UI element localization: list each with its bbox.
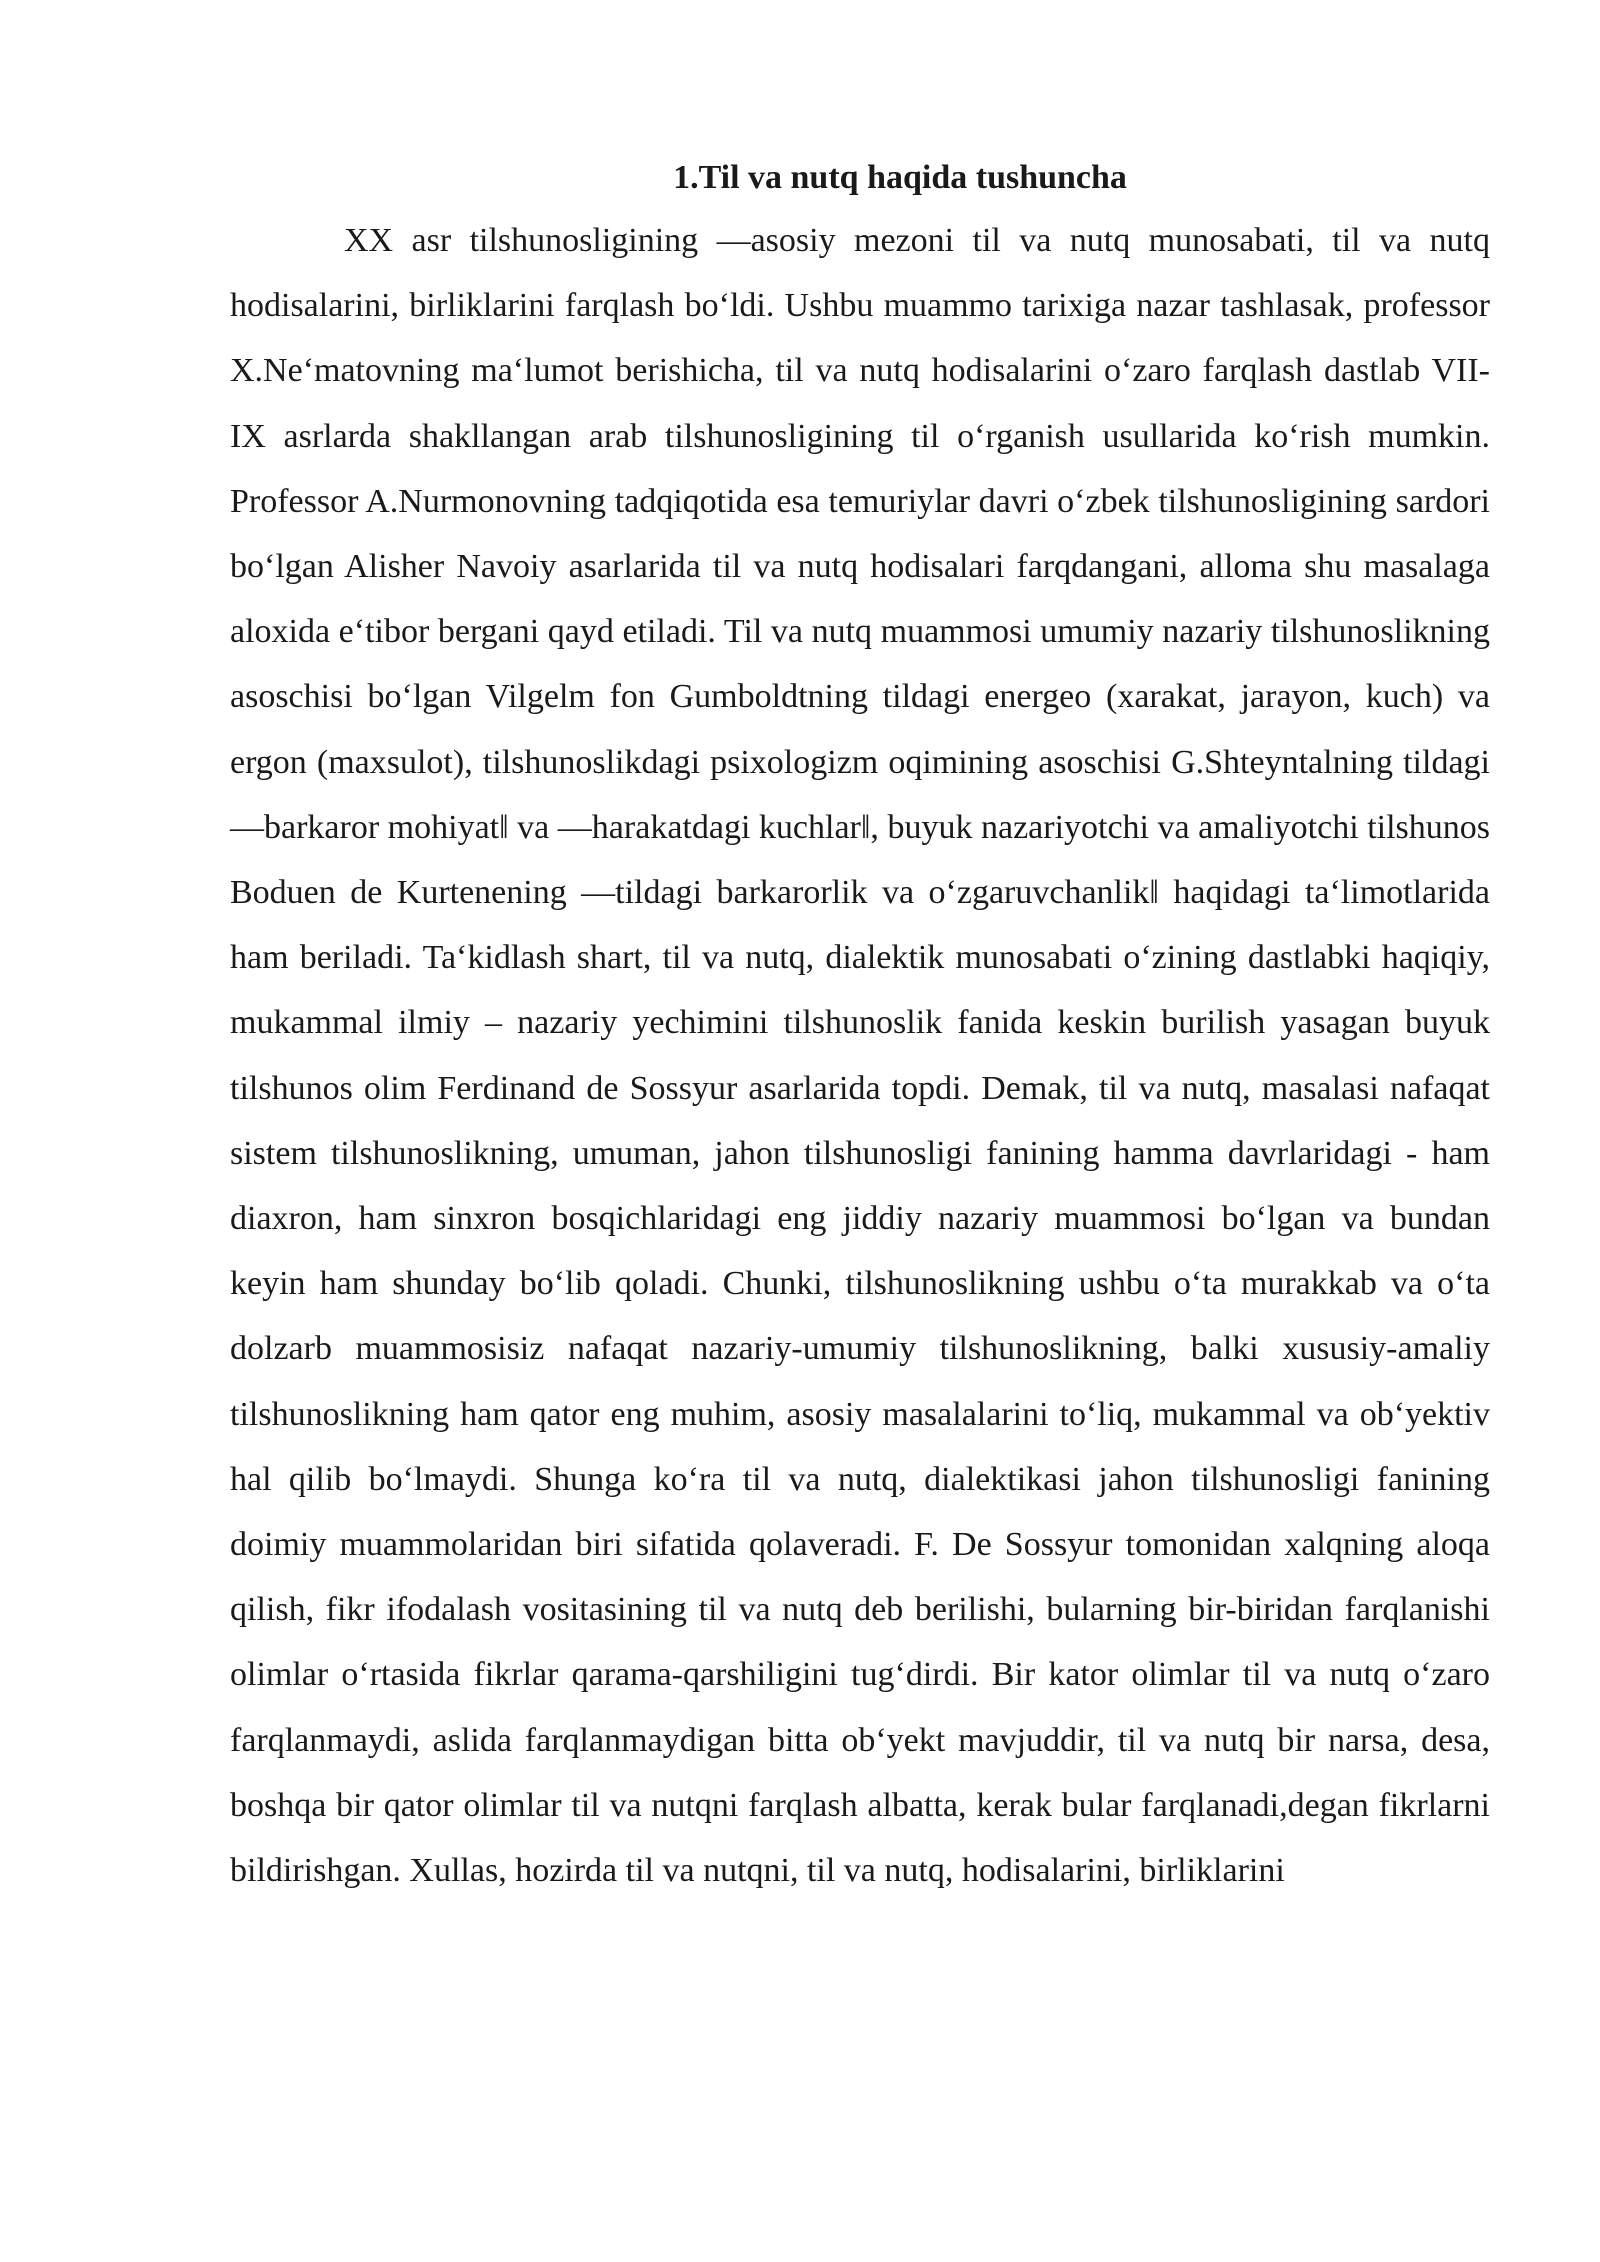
body-paragraph: XX asr tilshunosligining ―asosiy mezoni til va nutq munosabati, til va nutq hodisalarini, birliklarini farqlash bo‘ldi. Ushbu muammo tarixiga nazar tashlasak, professor X.Ne‘matovning ma‘lumot berishicha, til va nutq hodisalarini o‘zaro farqlash dastlab VII-IX asrlarda shakllangan arab tilshunosligining til o‘rganish usullarida ko‘rish mumkin. Professor A.Nurmonovning tadqiqotida esa temuriylar davri o‘zbek tilshunosligining sardori bo‘lgan Alisher Navoiy asarlarida til va nutq hodisalari farqdangani, alloma shu masalaga aloxida e‘tibor bergani qayd etiladi. Til va nutq muammosi umumiy nazariy tilshunoslikning asoschisi bo‘lgan Vilgelm fon Gumboldtning tildagi energeo (xarakat, jarayon, kuch) va ergon (maxsulot), tilshunoslikdagi psixologizm oqimining asoschisi G.Shteyntalning tildagi ―barkaror mohiyat‖ va ―harakatdagi kuchlar‖, buyuk nazariyotchi va amaliyotchi tilshunos Boduen de Kurtenening ―tildagi barkarorlik va o‘zgaruvchanlik‖ haqidagi ta‘limotlarida ham beriladi. Ta‘kidlash shart, til va nutq, dialektik munosabati o‘zining dastlabki haqiqiy, mukammal ilmiy – nazariy yechimini tilshunoslik fanida keskin burilish yasagan buyuk tilshunos olim Ferdinand de Sossyur asarlarida topdi. Demak, til va nutq, masalasi nafaqat sistem tilshunoslikning, umuman, jahon tilshunosligi fanining hamma davrlaridagi - ham diaxron, ham sinxron bosqichlaridagi eng jiddiy nazariy muammosi bo‘lgan va bundan keyin ham shunday bo‘lib qoladi. Chunki, tilshunoslikning ushbu o‘ta murakkab va o‘ta dolzarb muammosisiz nafaqat nazariy-umumiy tilshunoslikning, balki xususiy-amaliy tilshunoslikning ham qator eng muhim, asosiy masalalarini to‘liq, mukammal va ob‘yektiv hal qilib bo‘lmaydi. Shunga ko‘ra til va nutq, dialektikasi jahon tilshunosligi fanining doimiy muammolaridan biri sifatida qolaveradi. F. De Sossyur tomonidan xalqning aloqa qilish, fikr ifodalash vositasining til va nutq deb berilishi, bularning bir-biridan farqlanishi olimlar o‘rtasida fikrlar qarama-qarshiligini tug‘dirdi. Bir kator olimlar til va nutq o‘zaro farqlanmaydi, aslida farqlanmaydigan bitta ob‘yekt mavjuddir, til va nutq bir narsa, desa, boshqa bir qator olimlar til va nutqni farqlash albatta, kerak bular farqlanadi,degan fikrlarni bildirishgan. Xullas, hozirda til va nutqni, til va nutq, hodisalarini, birliklarini [230,222,1490,1890]
document-content [230,148,1490,1903]
section-title: 1.Til va nutq haqida tushuncha [673,159,1127,196]
